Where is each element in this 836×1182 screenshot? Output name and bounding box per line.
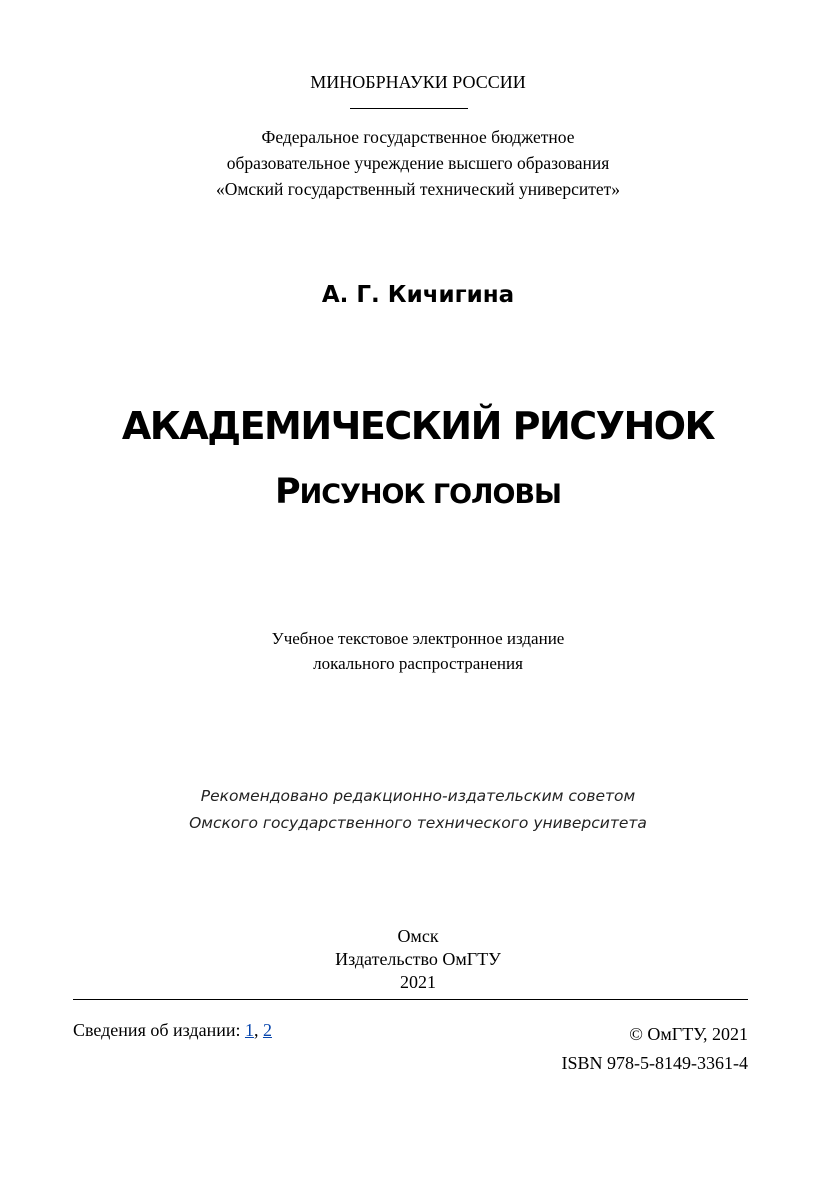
book-subtitle [0,472,836,512]
link-separator: , [253,1020,259,1040]
isbn: ISBN 978-5-8149-3361-4 [561,1053,748,1073]
publisher-year: 2021 [400,972,436,992]
edition-info-label: Сведения об издании: [73,1020,241,1040]
subtitle-rest: ИСУНОК ГОЛОВЫ [299,479,561,510]
edition-info-link-2[interactable]: 2 [262,1020,272,1040]
publisher-name: Издательство ОмГТУ [335,949,501,969]
publisher-city: Омск [397,926,439,946]
org-line-2: образовательное учреждение высшего образования [226,153,610,173]
copyright: © ОмГТУ, 2021 [629,1024,748,1044]
copyright-block [562,1020,749,1078]
book-title: АКАДЕМИЧЕСКИЙ РИСУНОК [121,404,715,448]
org-line-3: «Омский государственный технический университет» [215,179,621,199]
author-name: А. Г. Кичигина [321,282,515,308]
organization-block [0,124,836,202]
subtitle-initial: Р [275,472,300,512]
edition-info [73,1020,272,1041]
org-line-1: Федеральное государственное бюджетное [261,127,575,147]
short-divider [350,108,468,109]
recommendation [0,783,836,837]
edition-info-link-1[interactable]: 1 [244,1020,254,1040]
edition-line-1: Учебное текстовое электронное издание [271,629,565,648]
ministry-name: МИНОБРНАУКИ РОССИИ [310,72,526,92]
footer-divider [73,999,748,1000]
edition-line-2: локального распространения [313,654,523,673]
recommendation-line-2: Омского государственного технического университета [189,814,647,832]
edition-type [0,626,836,676]
publisher-block [0,925,836,994]
recommendation-line-1: Рекомендовано редакционно-издательским советом [200,787,636,805]
